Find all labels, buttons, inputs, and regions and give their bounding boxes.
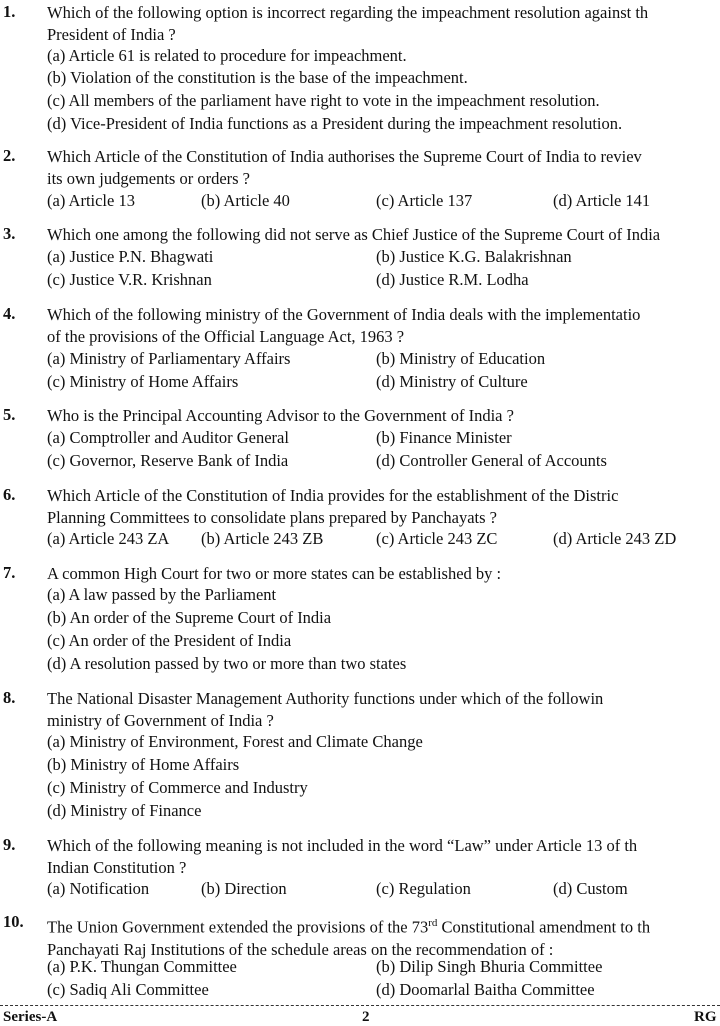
option-c: (c) Justice V.R. Krishnan: [47, 270, 212, 289]
option-d: (d) Ministry of Finance: [47, 801, 202, 820]
question-line: Which of the following ministry of the Government of India deals with the implementatio: [47, 305, 641, 324]
question-number: 10.: [3, 912, 24, 931]
option-a: (a) Article 243 ZA: [47, 529, 170, 548]
question-1: [0, 2, 720, 134]
option-b: (b) Article 243 ZB: [201, 529, 324, 548]
option-a: (a) Ministry of Parliamentary Affairs: [47, 349, 291, 368]
question-line: its own judgements or orders ?: [47, 169, 251, 188]
option-c: (c) Article 243 ZC: [376, 529, 498, 548]
question-line: Which Article of the Constitution of India authorises the Supreme Court of India to reviev: [47, 147, 642, 166]
option-b: (b) Ministry of Education: [376, 349, 546, 368]
question-2: [0, 146, 720, 216]
option-d: (d) Vice-President of India functions as a President during the impeachment resolution.: [47, 114, 623, 133]
question-text: [47, 146, 642, 190]
question-line: of the provisions of the Official Language Act, 1963 ?: [47, 327, 405, 346]
option-b: (b) An order of the Supreme Court of India: [47, 608, 332, 627]
option-a: (a) Justice P.N. Bhagwati: [47, 247, 214, 266]
question-number: 4.: [3, 304, 16, 323]
option-a: (a) Comptroller and Auditor General: [47, 428, 289, 447]
question-text: [47, 912, 650, 961]
question-number: 2.: [3, 146, 16, 165]
question-number: 3.: [3, 224, 16, 243]
question-text: [47, 2, 648, 46]
question-5: [0, 405, 720, 477]
paper-code: RG: [694, 1009, 717, 1025]
option-a: (a) Ministry of Environment, Forest and Climate Change: [47, 732, 423, 751]
option-d: (d) Ministry of Culture: [376, 372, 528, 391]
question-line: A common High Court for two or more states can be established by :: [47, 564, 502, 583]
question-line: Indian Constitution ?: [47, 858, 187, 877]
question-8: [0, 688, 720, 826]
option-a: (a) A law passed by the Parliament: [47, 585, 277, 604]
option-c: (c) Regulation: [376, 879, 471, 898]
option-a: (a) Article 13: [47, 191, 135, 210]
question-text: [47, 405, 514, 427]
question-9: [0, 835, 720, 905]
ordinal-suffix: rd: [428, 917, 438, 929]
option-c: (c) All members of the parliament have right to vote in the impeachment resolution.: [47, 91, 600, 110]
option-d: (d) Doomarlal Baitha Committee: [376, 980, 595, 999]
option-d: (d) A resolution passed by two or more than two states: [47, 654, 407, 673]
question-line: Panchayati Raj Institutions of the schedule areas on the recommendation of :: [47, 939, 554, 959]
question-number: 9.: [3, 835, 16, 854]
option-c: (c) An order of the President of India: [47, 631, 292, 650]
question-7: [0, 563, 720, 678]
question-line: ministry of Government of India ?: [47, 711, 274, 730]
question-3: [0, 224, 720, 294]
option-d: (d) Article 243 ZD: [553, 529, 677, 548]
option-a: (a) P.K. Thungan Committee: [47, 957, 237, 976]
option-b: (b) Article 40: [201, 191, 290, 210]
question-line: Which of the following option is incorrect regarding the impeachment resolution against th: [47, 3, 649, 22]
question-text: [47, 485, 618, 529]
option-b: (b) Ministry of Home Affairs: [47, 755, 240, 774]
option-b: (b) Finance Minister: [376, 428, 512, 447]
option-c: (c) Article 137: [376, 191, 473, 210]
series-label: Series-A: [3, 1009, 58, 1025]
question-text: [47, 563, 501, 585]
question-number: 6.: [3, 485, 16, 504]
option-a: (a) Article 61 is related to procedure for impeachment.: [47, 46, 407, 65]
question-text: [47, 224, 660, 246]
option-d: (d) Controller General of Accounts: [376, 451, 607, 470]
question-10: [0, 912, 720, 1004]
option-d: (d) Justice R.M. Lodha: [376, 270, 529, 289]
option-d: (d) Custom: [553, 879, 628, 898]
option-c: (c) Governor, Reserve Bank of India: [47, 451, 289, 470]
option-b: (b) Justice K.G. Balakrishnan: [376, 247, 572, 266]
question-text: [47, 688, 603, 732]
option-b: (b) Violation of the constitution is the base of the impeachment.: [47, 68, 468, 87]
question-text: [47, 304, 640, 348]
question-line: The National Disaster Management Authority functions under which of the followin: [47, 689, 604, 708]
question-number: 7.: [3, 563, 16, 582]
page-number: 2: [362, 1009, 370, 1025]
question-line: Who is the Principal Accounting Advisor to the Government of India ?: [47, 406, 514, 425]
page-footer: [0, 1005, 720, 1025]
option-c: (c) Ministry of Commerce and Industry: [47, 778, 308, 797]
option-c: (c) Sadiq Ali Committee: [47, 980, 209, 999]
option-b: (b) Dilip Singh Bhuria Committee: [376, 957, 603, 976]
option-d: (d) Article 141: [553, 191, 651, 210]
question-number: 1.: [3, 2, 16, 21]
question-line: Planning Committees to consolidate plans prepared by Panchayats ?: [47, 508, 497, 527]
question-6: [0, 485, 720, 557]
option-c: (c) Ministry of Home Affairs: [47, 372, 239, 391]
option-b: (b) Direction: [201, 879, 287, 898]
question-number: 5.: [3, 405, 16, 424]
question-line: Which one among the following did not serve as Chief Justice of the Supreme Court of India: [47, 225, 661, 244]
question-line: Which of the following meaning is not included in the word “Law” under Article 13 of th: [47, 836, 638, 855]
option-a: (a) Notification: [47, 879, 150, 898]
question-number: 8.: [3, 688, 16, 707]
question-line: The Union Government extended the provisions of the 73rd Constitutional amendment to th: [47, 917, 651, 937]
question-line: Which Article of the Constitution of India provides for the establishment of the Distric: [47, 486, 619, 505]
question-line: President of India ?: [47, 25, 176, 44]
question-4: [0, 304, 720, 396]
question-text: [47, 835, 637, 879]
